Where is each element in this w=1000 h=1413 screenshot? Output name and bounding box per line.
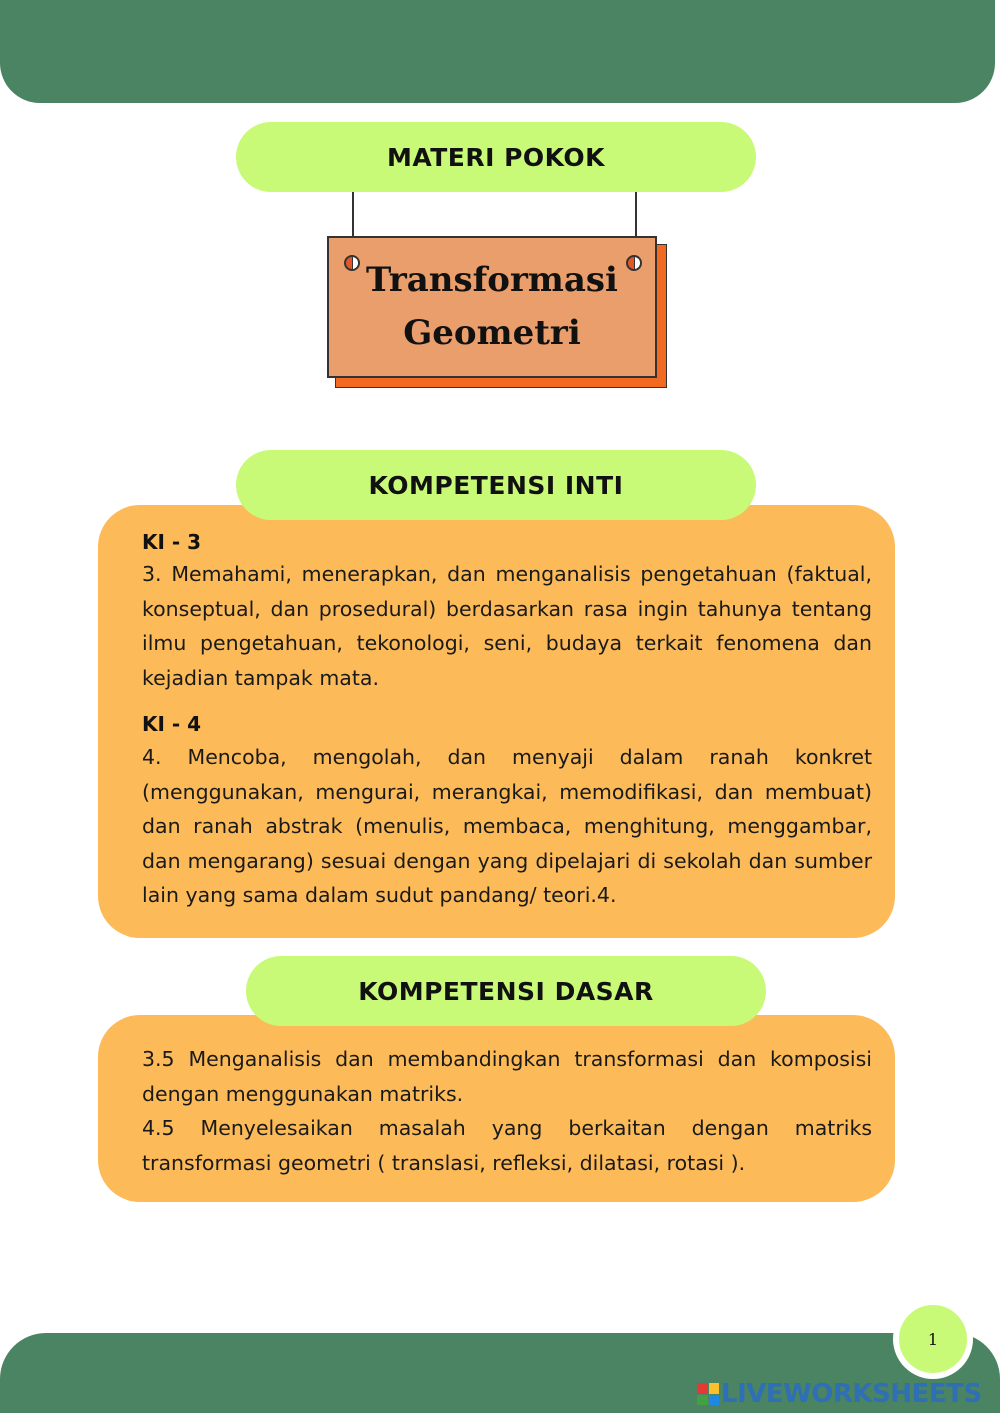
topic-line-1: Transformasi	[366, 260, 618, 301]
materi-pokok-title: MATERI POKOK	[236, 122, 756, 192]
ki4-heading: KI - 4	[142, 712, 202, 736]
liveworksheets-watermark[interactable]	[697, 1378, 982, 1410]
kd-item-3-5: 3.5 Menganalisis dan membandingkan transformasi dan komposisi dengan menggunakan matriks.	[142, 1047, 872, 1106]
header-band	[0, 0, 995, 103]
kd-item-4-5: 4.5 Menyelesaikan masalah yang berkaitan dengan matriks transformasi geometri ( translasi, refleksi, dilatasi, rotasi ).	[142, 1116, 872, 1175]
topic-line-2: Geometri	[403, 313, 581, 353]
liveworksheets-logo-icon	[697, 1383, 719, 1405]
watermark-text: LIVEWORKSHEETS	[721, 1379, 982, 1409]
pin-icon	[344, 255, 360, 271]
topic-sign	[327, 236, 657, 378]
ki4-text: 4. Mencoba, mengolah, dan menyaji dalam ranah konkret (menggunakan, mengurai, merangkai, memodifikasi, dan membuat) dan ranah abstrak (menulis, membaca, menghitung, menggambar, dan mengarang) sesuai dengan yang dipelajari di sekolah dan sumber lain yang sama dalam sudut pandang/ teori.4.	[142, 745, 872, 907]
ki3-text: 3. Memahami, menerapkan, dan menganalisis pengetahuan (faktual, konseptual, dan prosedural) berdasarkan rasa ingin tahunya tentang ilmu pengetahuan, tekonologi, seni, budaya terkait fenomena dan kejadian tampak mata.	[142, 562, 872, 690]
page-number: 1	[893, 1299, 973, 1379]
ki3-heading: KI - 3	[142, 530, 202, 554]
pin-icon	[626, 255, 642, 271]
kompetensi-dasar-title: KOMPETENSI DASAR	[246, 956, 766, 1026]
kompetensi-inti-title: KOMPETENSI INTI	[236, 450, 756, 520]
